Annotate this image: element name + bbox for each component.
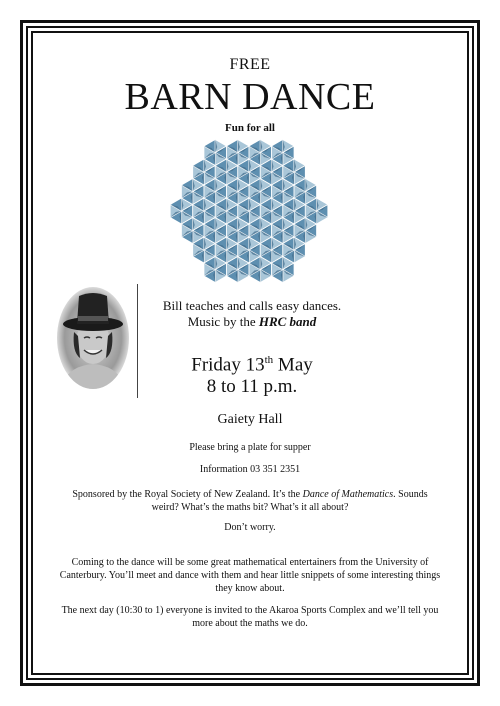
venue: Gaiety Hall <box>217 412 283 427</box>
sponsor-italic: Dance of Mathematics <box>302 489 394 500</box>
sponsor-part2: . Sounds weird? What’s the maths bit? What’s it all about? <box>151 489 428 513</box>
vertical-divider <box>137 284 138 398</box>
coming-paragraph: Coming to the dance will be some great mathematical entertainers from the University of Canterbury. You’ll meet and dance with them and hear little snippets of some interesting things they know about. <box>59 557 441 594</box>
band-name: HRC band <box>258 314 317 329</box>
worry-text: Don’t worry. <box>224 522 276 533</box>
sponsor-text <box>36 488 464 514</box>
teaches-text: Bill teaches and calls easy dances. <box>162 298 342 313</box>
event-time: 8 to 11 p.m. <box>206 376 298 397</box>
date-day: Friday 13 <box>191 354 265 376</box>
free-label: FREE <box>229 56 271 73</box>
geometric-pattern-image <box>164 136 334 286</box>
next-day-paragraph: The next day (10:30 to 1) everyone is invited to the Akaroa Sports Complex and we’ll tell you more about the maths we do. <box>61 605 439 629</box>
event-date <box>142 354 362 376</box>
music-text <box>142 314 362 330</box>
info-phone: Information 03 351 2351 <box>199 464 301 475</box>
poster-title: BARN DANCE <box>124 76 376 118</box>
poster-subtitle: Fun for all <box>225 122 275 134</box>
dancer-photo <box>56 286 130 390</box>
plate-note: Please bring a plate for supper <box>189 442 311 453</box>
poster-content <box>36 36 464 670</box>
date-ordinal: th <box>264 354 274 366</box>
music-prefix: Music by the <box>187 314 259 329</box>
sponsor-part1: Sponsored by the Royal Society of New Zealand. It’s the <box>72 489 303 500</box>
date-month: May <box>273 354 313 376</box>
